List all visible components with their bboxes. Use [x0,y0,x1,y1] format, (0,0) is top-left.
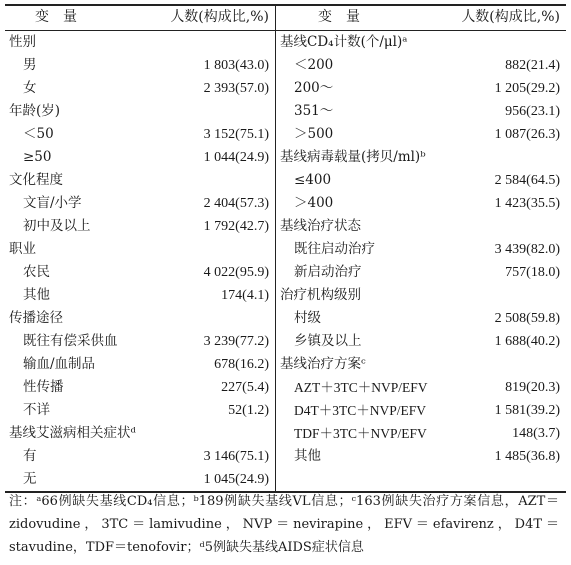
table-row [276,100,566,123]
row-label: 既往有偿采供血 [23,333,118,349]
row-value: 1 581(39.2) [494,403,560,418]
row-label: ≥50 [23,149,52,165]
table-row [276,261,566,284]
footnote-text: 注：ᵃ66例缺失基线CD₄信息；ᵇ189例缺失基线VL信息；ᶜ163例缺失治疗方案信息，AZT＝zidovudine，3TC＝lamivudine，NVP＝nevirapine，EFV＝efavirenz，D4T＝stavudine，TDF＝tenofovir；ᵈ5例缺失基线AIDS症状信息 [9,494,559,555]
row-label: 有 [23,448,37,464]
category-label: 基线治疗状态 [280,218,361,234]
row-label: 村级 [294,310,321,326]
row-label: TDF＋3TC＋NVP/EFV [294,426,427,441]
left-header-variable: 变 量 [35,9,77,25]
row-value: 2 393(57.0) [203,81,269,96]
table-row [5,192,275,215]
row-value: 2 508(59.8) [494,311,560,326]
category-label: 基线病毒载量(拷贝/ml)ᵇ [280,149,426,165]
row-label: ＞400 [294,195,334,211]
category-row [276,146,566,169]
right-header-count: 人数(构成比,%) [461,9,560,25]
row-value: 1 087(26.3) [494,127,560,142]
right-half [276,4,566,492]
row-label: 无 [23,471,37,487]
row-value: 1 045(24.9) [203,472,269,487]
table-row [5,54,275,77]
row-label: ＞500 [294,126,334,142]
category-label: 传播途径 [9,310,63,326]
table-row [5,445,275,468]
row-label: 新启动治疗 [294,264,362,280]
row-value: 1 485(36.8) [494,449,560,464]
table-row [5,376,275,399]
category-label: 年龄(岁) [9,103,61,119]
category-row [5,31,275,54]
row-value: 2 404(57.3) [203,196,269,211]
table-row [276,307,566,330]
table-row [5,146,275,169]
table-row [5,284,275,307]
row-value: 678(16.2) [214,357,269,372]
category-row [5,307,275,330]
category-row [276,31,566,54]
table-row [276,54,566,77]
row-value: 1 803(43.0) [203,58,269,73]
row-value: 148(3.7) [512,426,560,441]
left-header-count: 人数(构成比,%) [170,9,269,25]
table-row [276,399,566,422]
row-label: AZT＋3TC＋NVP/EFV [294,380,428,395]
row-value: 757(18.0) [505,265,560,280]
right-header-variable: 变 量 [318,9,360,25]
category-label: 基线CD₄计数(个/μl)ᵃ [280,34,408,50]
row-value: 3 239(77.2) [203,334,269,349]
row-label: 200～ [294,80,334,96]
row-value: 3 146(75.1) [203,449,269,464]
category-label: 性别 [9,34,36,50]
row-value: 52(1.2) [228,403,269,418]
category-label: 治疗机构级别 [280,287,361,303]
row-label: 351～ [294,103,334,119]
category-row [5,422,275,445]
table-row [5,353,275,376]
row-value: 819(20.3) [505,380,560,395]
row-label: 不详 [23,402,50,418]
table-row [5,399,275,422]
table-row [5,468,275,491]
row-label: 乡镇及以上 [294,333,362,349]
category-row [5,100,275,123]
category-row [276,284,566,307]
row-label: ≤400 [294,172,332,188]
table-row [276,422,566,445]
row-value: 4 022(95.9) [203,265,269,280]
row-label: 输血/血制品 [23,356,96,372]
table-row [5,261,275,284]
row-label: 其他 [294,448,321,464]
row-label: 文盲/小学 [23,195,82,211]
row-label: 初中及以上 [23,218,91,234]
category-label: 基线治疗方案ᶜ [280,356,366,372]
category-label: 文化程度 [9,172,63,188]
table-footnote [9,490,559,559]
row-value: 174(4.1) [221,288,269,303]
table-row [276,238,566,261]
row-label: ＜200 [294,57,334,73]
row-label: 男 [23,57,37,73]
left-half [5,4,275,492]
category-label: 基线艾滋病相关症状ᵈ [9,425,136,441]
row-value: 3 152(75.1) [203,127,269,142]
row-value: 1 423(35.5) [494,196,560,211]
table-row [276,169,566,192]
table-row [276,192,566,215]
table-row [5,330,275,353]
row-label: D4T＋3TC＋NVP/EFV [294,403,427,418]
table-row [276,77,566,100]
category-row [276,353,566,376]
table-row [5,123,275,146]
table-row [276,376,566,399]
row-value: 1 688(40.2) [494,334,560,349]
row-value: 956(23.1) [505,104,560,119]
row-value: 1 044(24.9) [203,150,269,165]
row-value: 227(5.4) [221,380,269,395]
category-row [5,169,275,192]
category-row [5,238,275,261]
row-value: 1 792(42.7) [203,219,269,234]
row-label: 农民 [23,264,50,280]
row-value: 2 584(64.5) [494,173,560,188]
row-value: 882(21.4) [505,58,560,73]
table-row [276,445,566,468]
table-row [5,215,275,238]
row-label: 性传播 [23,379,64,395]
row-value: 1 205(29.2) [494,81,560,96]
row-value: 3 439(82.0) [494,242,560,257]
row-label: ＜50 [23,126,54,142]
category-row [276,215,566,238]
table-row [276,123,566,146]
row-label: 女 [23,80,37,96]
category-label: 职业 [9,241,36,257]
table-row [5,77,275,100]
table-row [276,330,566,353]
row-label: 既往启动治疗 [294,241,375,257]
row-label: 其他 [23,287,50,303]
